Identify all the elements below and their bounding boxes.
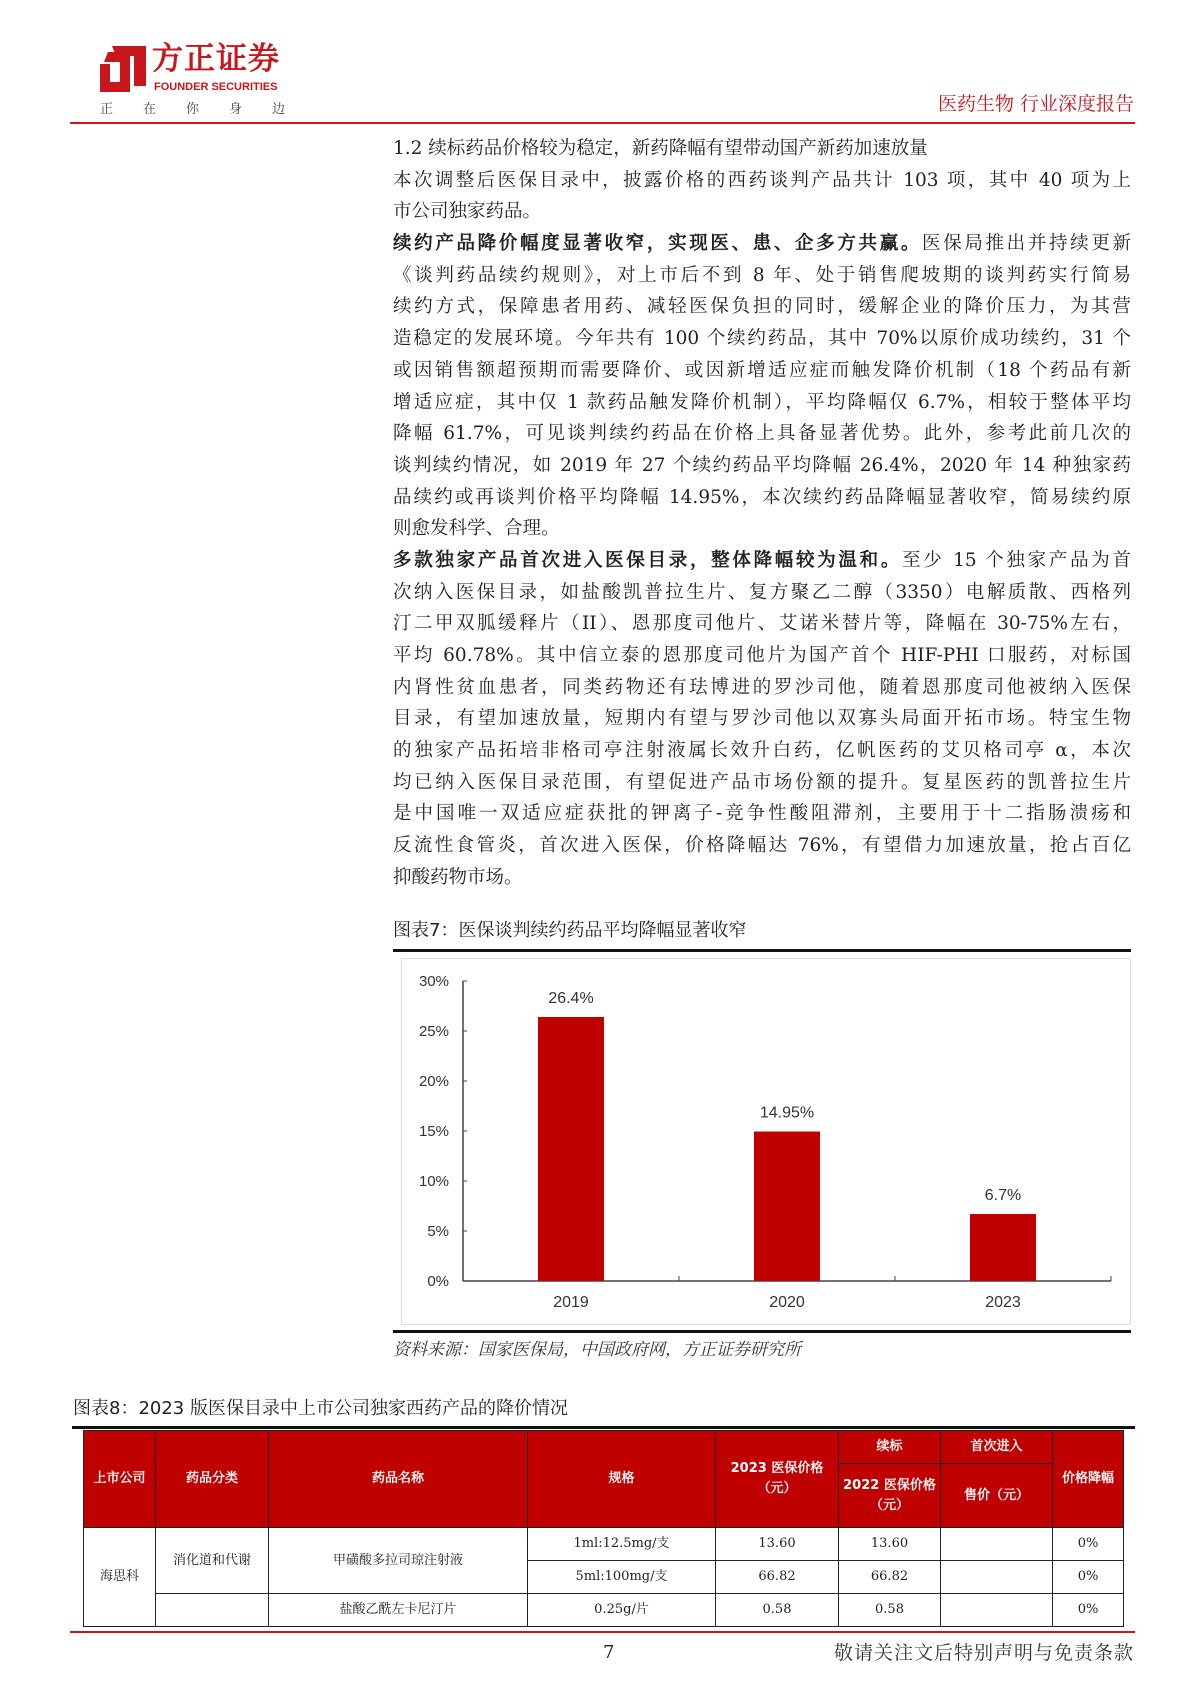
text-line (393, 703, 1131, 735)
line-text: 的独家产品拓培非格司亭注射液属长效升白药，亿帆医药的艾贝格司亭 α，本次 (393, 740, 1131, 762)
bold-lead: 多款独家产品首次进入医保目录，整体降幅较为温和。 (393, 549, 903, 571)
figure-top-rule (393, 949, 1131, 952)
text-line (393, 608, 1131, 640)
cell-price2022: 66.82 (839, 1561, 941, 1594)
line-text: 次纳入医保目录，如盐酸凯普拉生片、复方聚乙二醇（3350）电解质散、西格列 (393, 581, 1131, 603)
figure7-source: 资料来源：国家医保局，中国政府网，方正证券研究所 (393, 1340, 801, 1360)
header-price2023: 2023 医保价格（元） (716, 1431, 839, 1528)
figure-bottom-rule (393, 1330, 1131, 1333)
cell-price2023: 66.82 (716, 1561, 839, 1594)
line-text: 增适应症，其中仅 1 款药品触发降价机制），平均降幅仅 6.7%，相较于整体平均 (393, 391, 1131, 413)
header-renew: 续标 (839, 1431, 941, 1464)
cell-sale (941, 1594, 1053, 1627)
header-first: 首次进入 (941, 1431, 1053, 1464)
data-label: 14.95% (759, 1104, 815, 1122)
line-text: 反流性食管炎，首次进入医保，价格降幅达 76%，有望借力加速放量，抢占百亿 (393, 835, 1131, 857)
report-type: 医药生物 行业深度报告 (937, 93, 1134, 115)
chart-svg (402, 959, 1132, 1326)
text-line (393, 165, 1131, 197)
slogan-char: 在 (142, 102, 156, 117)
text-line (393, 672, 1131, 704)
line-text: 抑酸药物市场。 (393, 866, 523, 888)
disclaimer-note: 敬请关注文后特别声明与免责条款 (833, 1642, 1134, 1664)
table-top-rule (72, 1426, 1135, 1429)
line-text: 降幅 61.7%，可见谈判续约药品在价格上具备显著优势。此外，参考此前几次的 (393, 423, 1131, 445)
footer-divider (70, 1631, 1135, 1633)
line-text: 汀二甲双胍缓释片（II）、恩那度司他片、艾诺米替片等，降幅在 30-75%左右， (393, 613, 1131, 635)
text-line (393, 355, 1131, 387)
line-text: 内肾性贫血患者，同类药物还有珐博进的罗沙司他，随着恩那度司他被纳入医保 (393, 676, 1131, 698)
bar-chart (401, 958, 1131, 1325)
cell-price2022: 0.58 (839, 1594, 941, 1627)
text-line (393, 830, 1131, 862)
cell-sale (941, 1561, 1053, 1594)
body-text (393, 133, 1131, 894)
slogan-char: 边 (271, 102, 285, 117)
line-text: 续约方式，保障患者用药、减轻医保负担的同时，缓解企业的降价压力，为其营 (393, 296, 1131, 318)
data-label: 6.7% (984, 1187, 1022, 1204)
line-text: 医保局推出并持续更新 (922, 233, 1131, 255)
text-line (393, 196, 1131, 228)
cell-spec: 5ml:100mg/支 (528, 1561, 716, 1594)
cell-drug: 盐酸乙酰左卡尼汀片 (269, 1594, 528, 1627)
figure8-title: 图表8：2023 版医保目录中上市公司独家西药产品的降价情况 (73, 1398, 568, 1419)
header-drop: 价格降幅 (1053, 1431, 1124, 1528)
cell-drop: 0% (1053, 1561, 1124, 1594)
cell-drug: 甲磺酸多拉司琼注射液 (269, 1528, 528, 1594)
text-line (393, 387, 1131, 419)
bar-2020 (754, 1132, 820, 1282)
header-price2022: 2022 医保价格（元） (839, 1464, 941, 1528)
cell-category (156, 1594, 269, 1627)
line-text: 本次调整后医保目录中，披露价格的西药谈判产品共计 103 项，其中 40 项为上 (393, 169, 1131, 191)
bar-2019 (538, 1017, 604, 1281)
line-text: 是中国唯一双适应症获批的钾离子-竞争性酸阻滞剂，主要用于十二指肠溃疡和 (393, 803, 1131, 825)
data-label: 26.4% (548, 990, 594, 1007)
line-text: 则愈发科学、合理。 (393, 518, 560, 540)
text-line (393, 767, 1131, 799)
price-table (83, 1430, 1124, 1627)
header-sale: 售价（元） (941, 1464, 1053, 1528)
y-tick-label: 20% (418, 1073, 449, 1090)
slogan-char: 身 (228, 102, 242, 117)
line-text: 《谈判药品续约规则》，对上市后不到 8 年、处于销售爬坡期的谈判药实行简易 (393, 264, 1131, 286)
bar-2023 (970, 1214, 1036, 1281)
table-row (84, 1528, 1124, 1561)
x-tick-label: 2023 (985, 1294, 1021, 1311)
slogan (100, 101, 285, 119)
page-number: 7 (603, 1642, 615, 1663)
y-tick-label: 15% (418, 1123, 449, 1140)
line-text: 或因销售额超预期而需要降价、或因新增适应症而触发降价机制（18 个药品有新 (393, 359, 1131, 381)
x-tick-label: 2020 (769, 1294, 805, 1311)
slogan-char: 你 (185, 102, 199, 117)
text-line (393, 798, 1131, 830)
y-tick-label: 30% (418, 973, 449, 990)
cell-price2023: 13.60 (716, 1528, 839, 1561)
text-line (393, 577, 1131, 609)
section-heading: 1.2 续标药品价格较为稳定，新药降幅有望带动国产新药加速放量 (393, 138, 928, 159)
text-line (393, 482, 1131, 514)
line-text: 平均 60.78%。其中信立泰的恩那度司他片为国产首个 HIF-PHI 口服药，对标国 (393, 645, 1131, 666)
header-name: 药品名称 (269, 1431, 528, 1528)
cell-price2022: 13.60 (839, 1528, 941, 1561)
cell-drop: 0% (1053, 1528, 1124, 1561)
header-category: 药品分类 (156, 1431, 269, 1528)
text-line (393, 640, 1131, 672)
text-line (393, 513, 1131, 545)
y-tick-label: 0% (427, 1273, 449, 1290)
header-spec: 规格 (528, 1431, 716, 1528)
text-line (393, 450, 1131, 482)
text-line (393, 735, 1131, 767)
line-text: 品续约或再谈判价格平均降幅 14.95%，本次续约药品降幅显著收窄，简易续约原 (393, 486, 1131, 508)
line-text: 造稳定的发展环境。今年共有 100 个续约药品，其中 70%以原价成功续约，31 个 (393, 328, 1131, 350)
line-text: 谈判续约情况，如 2019 年 27 个续约药品平均降幅 26.4%，2020 年 14 种独家药 (393, 454, 1131, 476)
y-tick-label: 10% (418, 1173, 449, 1190)
y-tick-label: 25% (418, 1023, 449, 1040)
cell-spec: 0.25g/片 (528, 1594, 716, 1627)
cell-drop: 0% (1053, 1594, 1124, 1627)
y-tick-label: 5% (427, 1223, 449, 1240)
text-line (393, 291, 1131, 323)
header-divider (70, 122, 1135, 124)
text-line (393, 418, 1131, 450)
founder-logo-icon (100, 46, 146, 92)
brand-name-cn: 方正证券 (152, 41, 280, 77)
figure7-title: 图表7：医保谈判续约药品平均降幅显著收窄 (393, 920, 747, 941)
line-text: 均已纳入医保目录范围，有望促进产品市场份额的提升。复星医药的凯普拉生片 (393, 771, 1131, 793)
line-text: 目录，有望加速放量，短期内有望与罗沙司他以双寡头局面开拓市场。特宝生物 (393, 708, 1131, 730)
header-company: 上市公司 (84, 1431, 156, 1528)
text-line (393, 862, 1131, 894)
line-text: 至少 15 个独家产品为首 (902, 549, 1131, 571)
line-text: 市公司独家药品。 (393, 201, 542, 223)
text-line (393, 545, 1131, 577)
slogan-char: 正 (100, 102, 114, 117)
text-line (393, 228, 1131, 260)
cell-company: 海思科 (84, 1528, 156, 1627)
table-row (84, 1594, 1124, 1627)
brand-name-en: FOUNDER SECURITIES (154, 81, 278, 93)
text-line (393, 260, 1131, 292)
text-line (393, 323, 1131, 355)
bold-lead: 续约产品降价幅度显著收窄，实现医、患、企多方共赢。 (393, 233, 923, 255)
cell-spec: 1ml:12.5mg/支 (528, 1528, 716, 1561)
cell-sale (941, 1528, 1053, 1561)
cell-price2023: 0.58 (716, 1594, 839, 1627)
x-tick-label: 2019 (553, 1294, 589, 1311)
cell-category: 消化道和代谢 (156, 1528, 269, 1594)
